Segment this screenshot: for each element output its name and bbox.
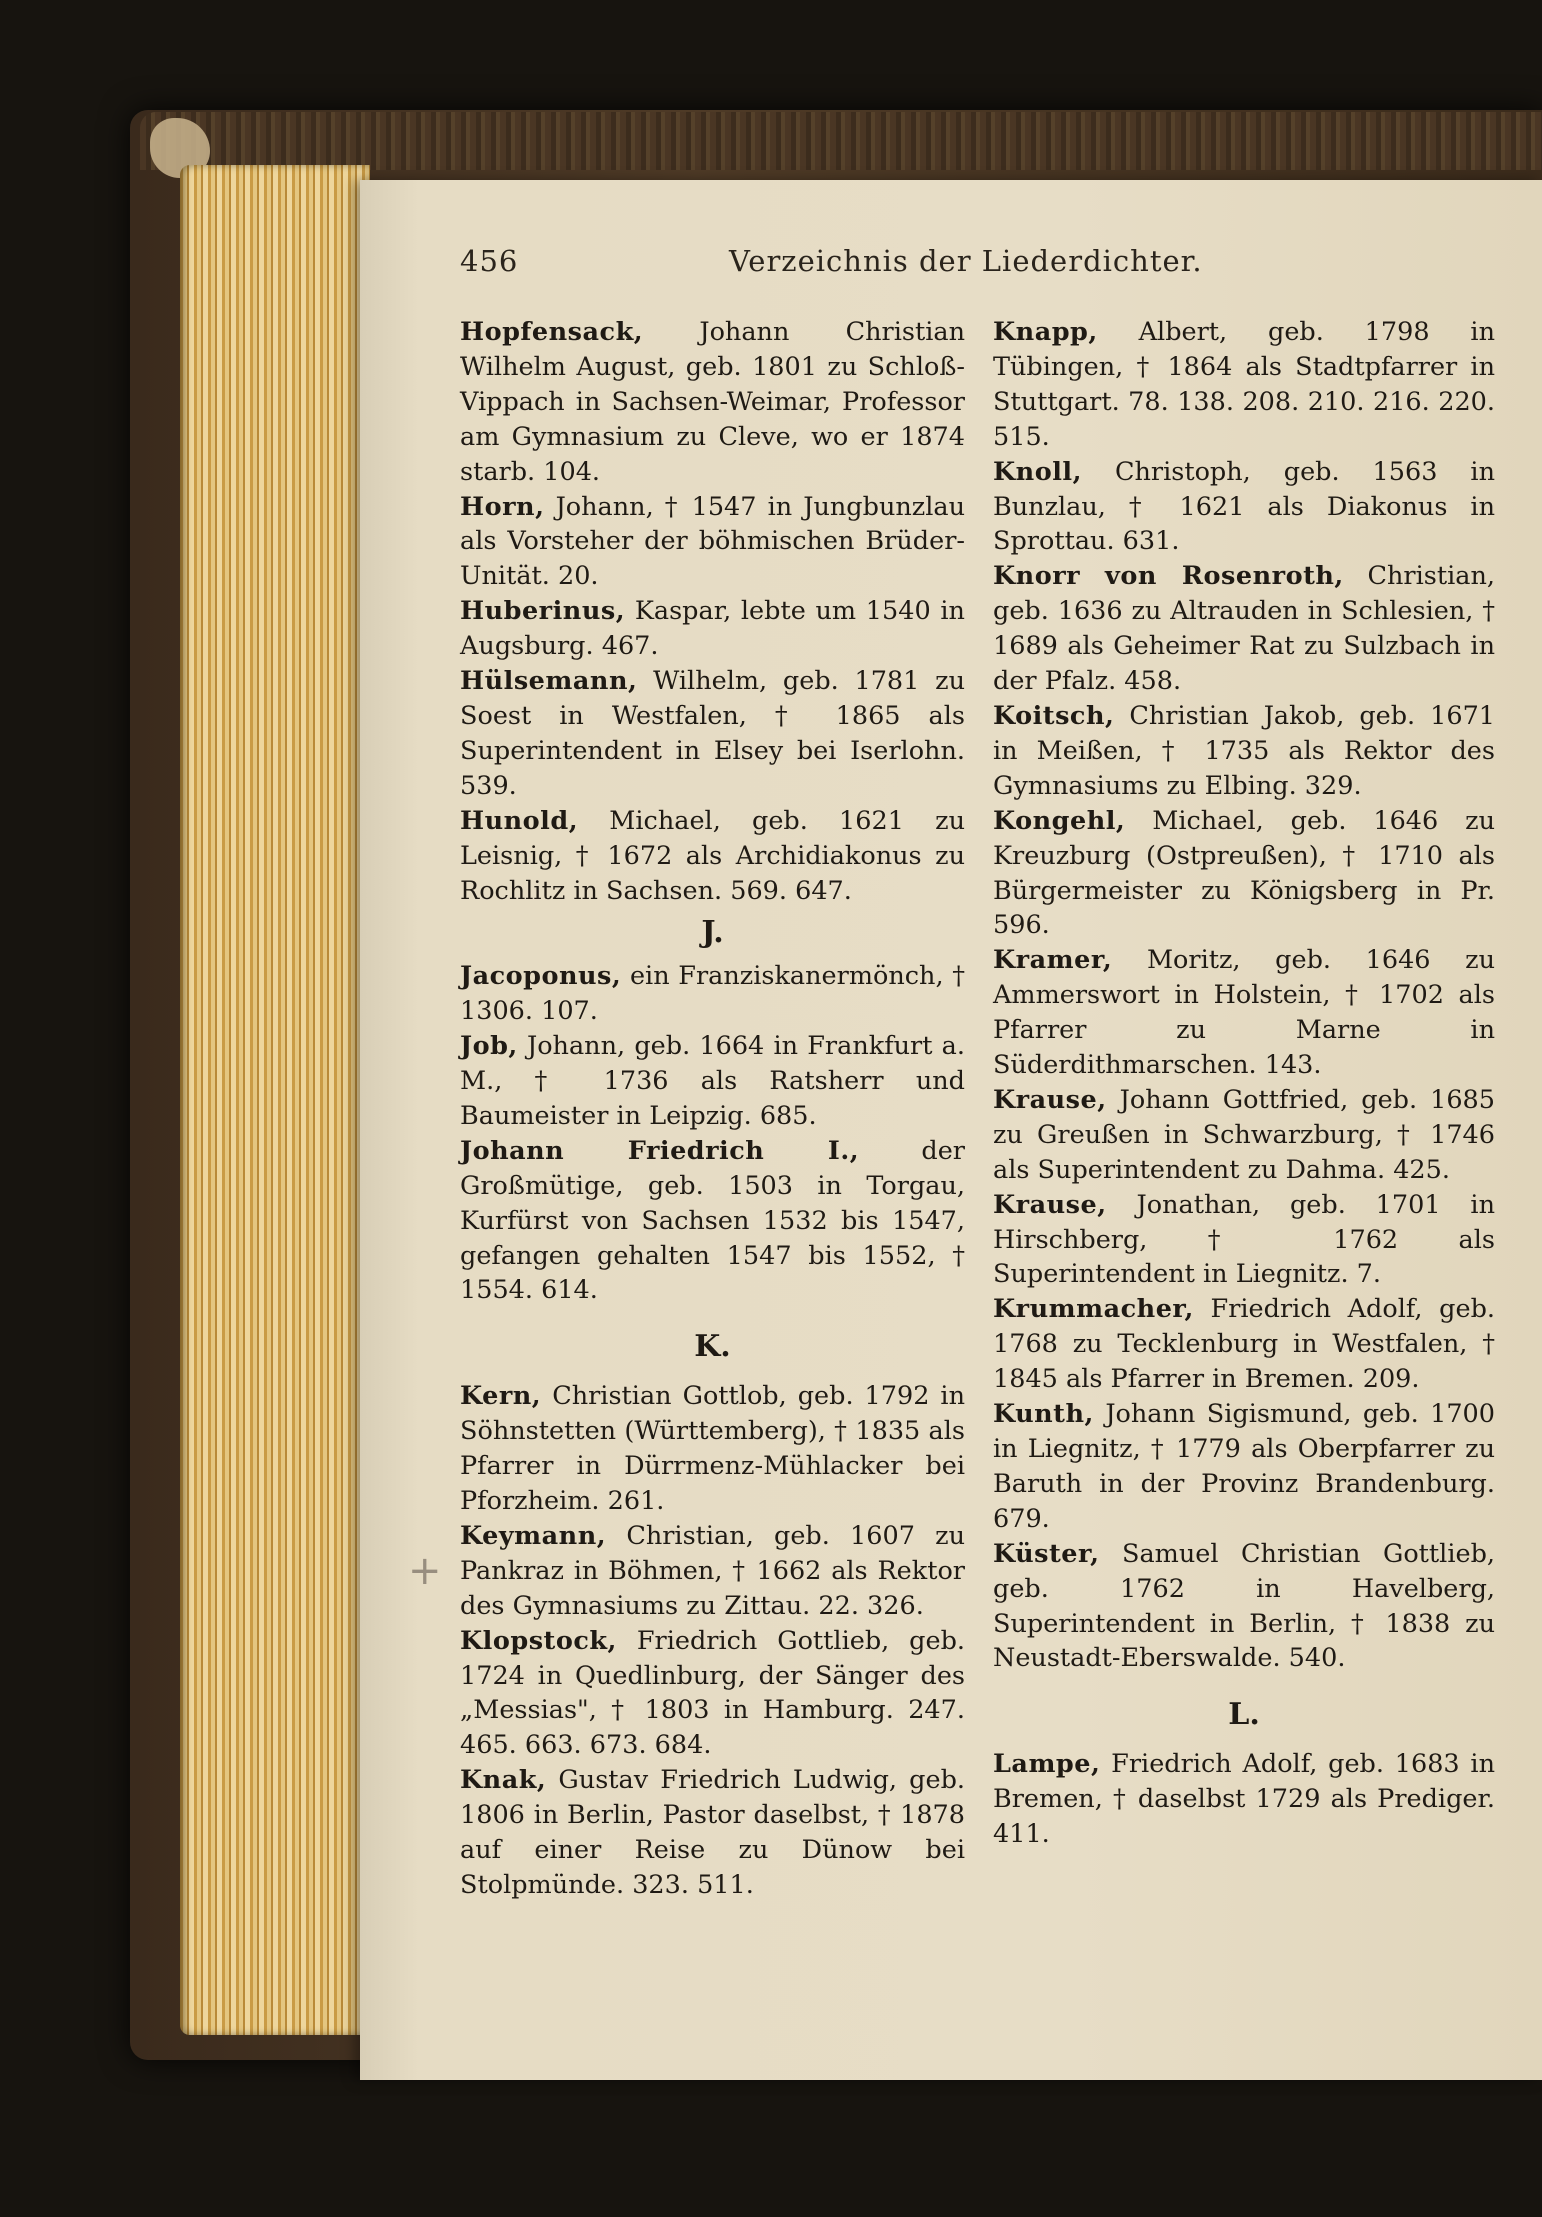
entry-lemma: Kern,: [460, 1381, 542, 1412]
entry-lemma: Knak,: [460, 1765, 547, 1796]
entry-text: Jonathan, geb. 1701 in Hirschberg, † 1762 als Superintendent in Liegnitz. 7.: [993, 1189, 1495, 1290]
register-entry: [460, 664, 965, 804]
section-letter: L.: [1228, 1697, 1260, 1733]
page-fore-edge: [180, 165, 370, 2035]
entry-text: Christian Gottlob, geb. 1792 in Söhnstetten (Württemberg), † 1835 als Pfarrer in Dürrmenz-Mühlacker bei Pforzheim. 261.: [460, 1381, 966, 1516]
entry-lemma: Knapp,: [993, 317, 1098, 347]
entry-text: Johann Christian Wilhelm August, geb. 1801 zu Schloß-Vippach in Sachsen-Weimar, Professor am Gymnasium zu Cleve, wo er 1874 starb. 104.: [460, 317, 965, 487]
entry-text: Johann, † 1547 in Jungbunzlau als Vorsteher der böhmischen Brüder-Unität. 20.: [460, 491, 966, 592]
right-column: [993, 315, 1495, 1852]
entry-text: Johann Sigismund, geb. 1700 in Liegnitz, † 1779 als Oberpfarrer zu Baruth in der Provinz Brandenburg. 679.: [993, 1399, 1495, 1534]
entry-lemma: Klopstock,: [460, 1625, 617, 1656]
entry-text: Johann, geb. 1664 in Frankfurt a. M., † 1736 als Ratsherr und Baumeister in Leipzig. 685.: [460, 1031, 965, 1131]
entry-text: Michael, geb. 1646 zu Kreuzburg (Ostpreußen), † 1710 als Bürgermeister zu Königsberg in Pr. 596.: [993, 805, 1495, 941]
entry-lemma: Küster,: [993, 1538, 1100, 1569]
section-letter: K.: [694, 1329, 731, 1365]
register-entry: [460, 1624, 965, 1764]
page-header: [455, 238, 1245, 288]
entry-text: Gustav Friedrich Ludwig, geb. 1806 in Berlin, Pastor daselbst, † 1878 auf einer Reise zu Dünow bei Stolpmünde. 323. 511.: [460, 1765, 965, 1900]
page-number: 456: [460, 244, 519, 278]
entry-lemma: Kongehl,: [993, 805, 1126, 836]
entry-lemma: Koitsch,: [993, 700, 1115, 731]
register-entry: [460, 1379, 965, 1519]
entry-lemma: Krause,: [993, 1084, 1107, 1115]
entry-text: Friedrich Adolf, geb. 1768 zu Tecklenburg in Westfalen, † 1845 als Pfarrer in Bremen. 209.: [993, 1294, 1495, 1395]
entry-lemma: Kunth,: [993, 1399, 1094, 1430]
entry-text: Kaspar, lebte um 1540 in Augsburg. 467.: [460, 596, 965, 662]
book-spine-top: [140, 112, 1542, 170]
entry-text: ein Franziskanermönch, † 1306. 107.: [460, 961, 965, 1027]
register-entry: [993, 1747, 1495, 1852]
register-entry: [460, 804, 965, 909]
register-entry: [460, 1029, 965, 1134]
entry-text: Michael, geb. 1621 zu Leisnig, † 1672 als Archidiakonus zu Rochlitz in Sachsen. 569. 647.: [460, 805, 965, 906]
entry-lemma: Knoll,: [993, 456, 1082, 487]
entry-text: der Großmütige, geb. 1503 in Torgau, Kurfürst von Sachsen 1532 bis 1547, gefangen gehalten 1547 bis 1552, † 1554. 614.: [460, 1135, 965, 1306]
entry-text: Christian, geb. 1607 zu Pankraz in Böhmen, † 1662 als Rektor des Gymnasiums zu Zittau. 22. 326.: [460, 1520, 965, 1621]
entry-text: Christoph, geb. 1563 in Bunzlau, † 1621 als Diakonus in Sprottau. 631.: [993, 456, 1496, 557]
register-entry: [993, 1188, 1495, 1293]
register-entry: [460, 1134, 965, 1309]
entry-lemma: Hunold,: [460, 805, 579, 836]
register-entry: [460, 1763, 965, 1903]
register-entry: [993, 804, 1495, 944]
register-entry: [460, 1519, 965, 1624]
entry-text: Friedrich Gottlieb, geb. 1724 in Quedlinburg, der Sänger des „Messias", † 1803 in Hamburg. 247. 465. 663. 673. 684.: [460, 1625, 966, 1761]
entry-lemma: Hopfensack,: [460, 317, 644, 347]
entry-lemma: Hülsemann,: [460, 666, 638, 697]
register-entry: [460, 959, 965, 1029]
running-title: Verzeichnis der Liederdichter.: [729, 244, 1203, 278]
entry-text: Albert, geb. 1798 in Tübingen, † 1864 als Stadtpfarrer in Stuttgart. 78. 138. 208. 210. 216. 220. 515.: [993, 317, 1496, 452]
entry-lemma: Jacoponus,: [460, 961, 622, 992]
register-entry: [993, 1083, 1495, 1188]
register-entry: [993, 1537, 1495, 1677]
register-entry: [993, 1292, 1495, 1397]
register-entry: [460, 315, 965, 490]
section-letter: J.: [701, 915, 724, 951]
entry-lemma: Keymann,: [460, 1520, 607, 1551]
register-entry: [993, 699, 1495, 804]
register-entry: [993, 943, 1495, 1083]
entry-lemma: Krummacher,: [993, 1294, 1194, 1325]
entry-lemma: Horn,: [460, 491, 545, 522]
entry-text: Wilhelm, geb. 1781 zu Soest in Westfalen, † 1865 als Superintendent in Elsey bei Iserlohn. 539.: [460, 666, 965, 801]
register-entry: [993, 1397, 1495, 1537]
entry-lemma: Kramer,: [993, 945, 1113, 976]
register-entry: [993, 455, 1495, 560]
entry-text: Christian Jakob, geb. 1671 in Meißen, † 1735 als Rektor des Gymnasiums zu Elbing. 329.: [993, 700, 1496, 801]
register-entry: [993, 559, 1495, 699]
entry-lemma: Lampe,: [993, 1749, 1101, 1780]
left-column: [460, 315, 965, 1903]
pencil-mark: +: [408, 1548, 442, 1594]
entry-lemma: Huberinus,: [460, 596, 626, 627]
entry-lemma: Job,: [460, 1031, 518, 1062]
entry-text: Samuel Christian Gottlieb, geb. 1762 in Havelberg, Superintendent in Berlin, † 1838 zu Neustadt-Eberswalde. 540.: [993, 1538, 1495, 1674]
register-entry: [460, 490, 965, 595]
register-entry: [460, 594, 965, 664]
register-entry: [993, 315, 1495, 455]
entry-lemma: Knorr von Rosenroth,: [993, 561, 1344, 592]
entry-text: Johann Gottfried, geb. 1685 zu Greußen in Schwarzburg, † 1746 als Superintendent zu Dahma. 425.: [993, 1084, 1496, 1185]
entry-text: Christian, geb. 1636 zu Altrauden in Schlesien, † 1689 als Geheimer Rat zu Sulzbach in der Pfalz. 458.: [993, 561, 1495, 697]
entry-lemma: Krause,: [993, 1189, 1107, 1220]
entry-text: Friedrich Adolf, geb. 1683 in Bremen, † daselbst 1729 als Prediger. 411.: [993, 1749, 1496, 1850]
entry-text: Moritz, geb. 1646 zu Ammerswort in Holstein, † 1702 als Pfarrer zu Marne in Süderdithmarschen. 143.: [993, 945, 1496, 1081]
entry-lemma: Johann Friedrich I.,: [460, 1135, 860, 1166]
